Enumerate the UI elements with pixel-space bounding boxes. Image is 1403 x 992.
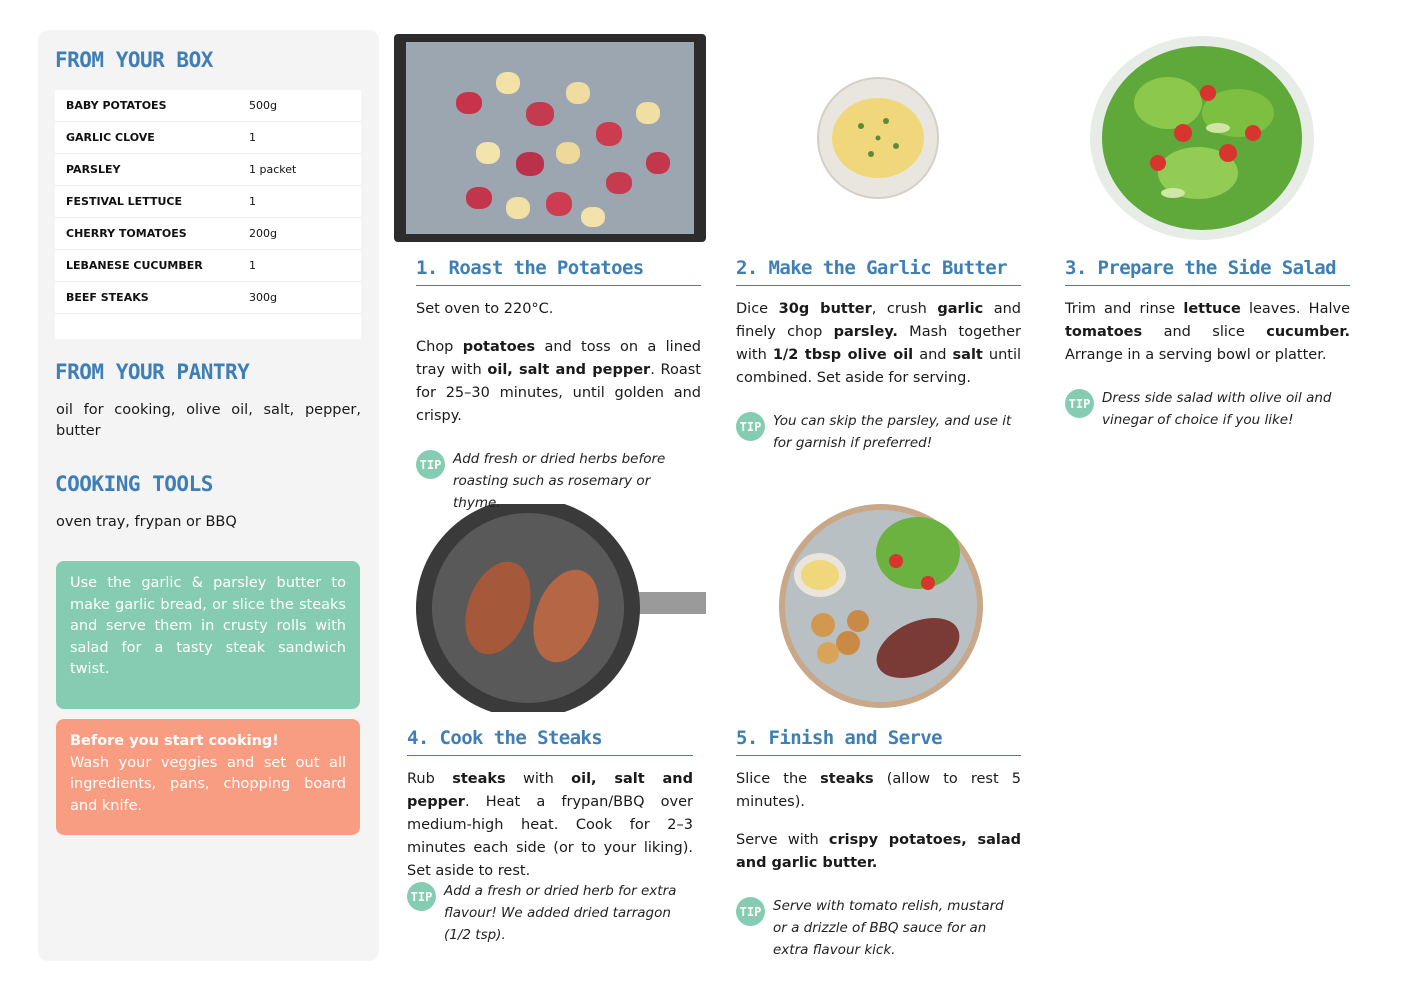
roasting-tray-photo [394,34,706,242]
table-row [55,90,361,122]
tip-icon: TIP [1065,389,1094,418]
table-row [55,186,361,218]
step-5-tip-text: Serve with tomato relish, mustard or a drizzle of BBQ sauce for an extra flavour kick. [773,898,1004,958]
table-row [55,218,361,250]
step-5-p2: Serve with crispy potatoes, salad and garlic butter. [736,832,1021,871]
step-1-p1: Set oven to 220°C. [416,301,554,317]
serving-suggestion-box: Use the garlic & parsley butter to make garlic bread, or slice the steaks and serve them in crusty rolls with salad for a tasty steak sandwich twist. [56,561,360,709]
step-1-p2: Chop potatoes and toss on a lined tray with oil, salt and pepper. Roast for 25–30 minutes, until golden and crispy. [416,339,702,424]
pantry-text: oil for cooking, olive oil, salt, pepper, butter [56,402,361,439]
tools-text: oven tray, frypan or BBQ [56,514,237,530]
tip-icon: TIP [416,450,445,479]
step-5-body [736,768,1021,890]
step-4-body [407,768,693,898]
ingredients-table [55,90,361,339]
step-3-p1: Trim and rinse lettuce leaves. Halve tomatoes and slice cucumber. Arrange in a serving bowl or platter. [1065,301,1350,363]
baking-paper [406,42,694,234]
step-2-title: 2. Make the Garlic Butter [736,257,1021,286]
ingredient-name: BABY POTATOES [66,99,167,112]
step-1-body [416,298,701,443]
ingredient-qty: 1 [249,131,256,144]
table-row [55,282,361,314]
tip-icon: TIP [407,882,436,911]
step-2-body [736,298,1021,405]
step-1-title: 1. Roast the Potatoes [416,257,701,286]
step-3-tip [1065,387,1350,431]
step-5-tip [736,895,1021,961]
step-5-title: 5. Finish and Serve [736,727,1021,756]
table-row [55,122,361,154]
step-4-p1: Rub steaks with oil, salt and pepper. Heat a frypan/BBQ over medium-high heat. Cook for 2–3 minutes each side (or to your liking). Set aside to rest. [407,771,693,879]
before-you-start-box [56,719,360,835]
step-3-body [1065,298,1350,382]
step-1-tip-text: Add fresh or dried herbs before roasting such as rosemary or thyme. [453,451,666,511]
table-row [55,154,361,186]
table-row [55,250,361,282]
step-5-p1: Slice the steaks (allow to rest 5 minutes). [736,771,1021,810]
step-2-tip-text: You can skip the parsley, and use it for garnish if preferred! [773,413,1012,451]
garlic-butter-photo [816,76,940,200]
step-2-tip [736,410,1021,454]
ingredient-qty: 1 packet [249,163,297,176]
ingredient-name: FESTIVAL LETTUCE [66,195,182,208]
step-2-p1: Dice 30g butter, crush garlic and finely chop parsley. Mash together with 1/2 tbsp olive oil and salt until combined. Set aside for serving. [736,301,1022,386]
tip-icon: TIP [736,897,765,926]
from-your-box-heading: FROM YOUR BOX [55,48,213,72]
before-you-start-text: Wash your veggies and set out all ingredients, pans, chopping board and knife. [70,754,346,814]
step-3-tip-text: Dress side salad with olive oil and vinegar of choice if you like! [1102,390,1332,428]
ingredient-qty: 1 [249,259,256,272]
step-3-title: 3. Prepare the Side Salad [1065,257,1350,286]
ingredient-qty: 1 [249,195,256,208]
sidebar [38,30,379,961]
final-plate-photo [778,503,984,709]
cooking-tools-heading: COOKING TOOLS [55,472,213,496]
ingredient-qty: 300g [249,291,277,304]
tip-icon: TIP [736,412,765,441]
salad-photo [1088,33,1316,243]
from-your-pantry-heading: FROM YOUR PANTRY [55,360,250,384]
before-you-start-title: Before you start cooking! [70,733,279,749]
ingredient-name: BEEF STEAKS [66,291,149,304]
step-4-tip-text: Add a fresh or dried herb for extra flavour! We added dried tarragon (1/2 tsp). [444,883,677,943]
ingredient-name: CHERRY TOMATOES [66,227,187,240]
frypan-steaks-photo [416,504,706,712]
ingredient-name: LEBANESE CUCUMBER [66,259,203,272]
ingredient-qty: 500g [249,99,277,112]
step-4-title: 4. Cook the Steaks [407,727,693,756]
step-4-tip [407,880,693,946]
ingredient-qty: 200g [249,227,277,240]
step-1-tip [416,448,701,514]
ingredient-name: PARSLEY [66,163,121,176]
ingredient-name: GARLIC CLOVE [66,131,155,144]
